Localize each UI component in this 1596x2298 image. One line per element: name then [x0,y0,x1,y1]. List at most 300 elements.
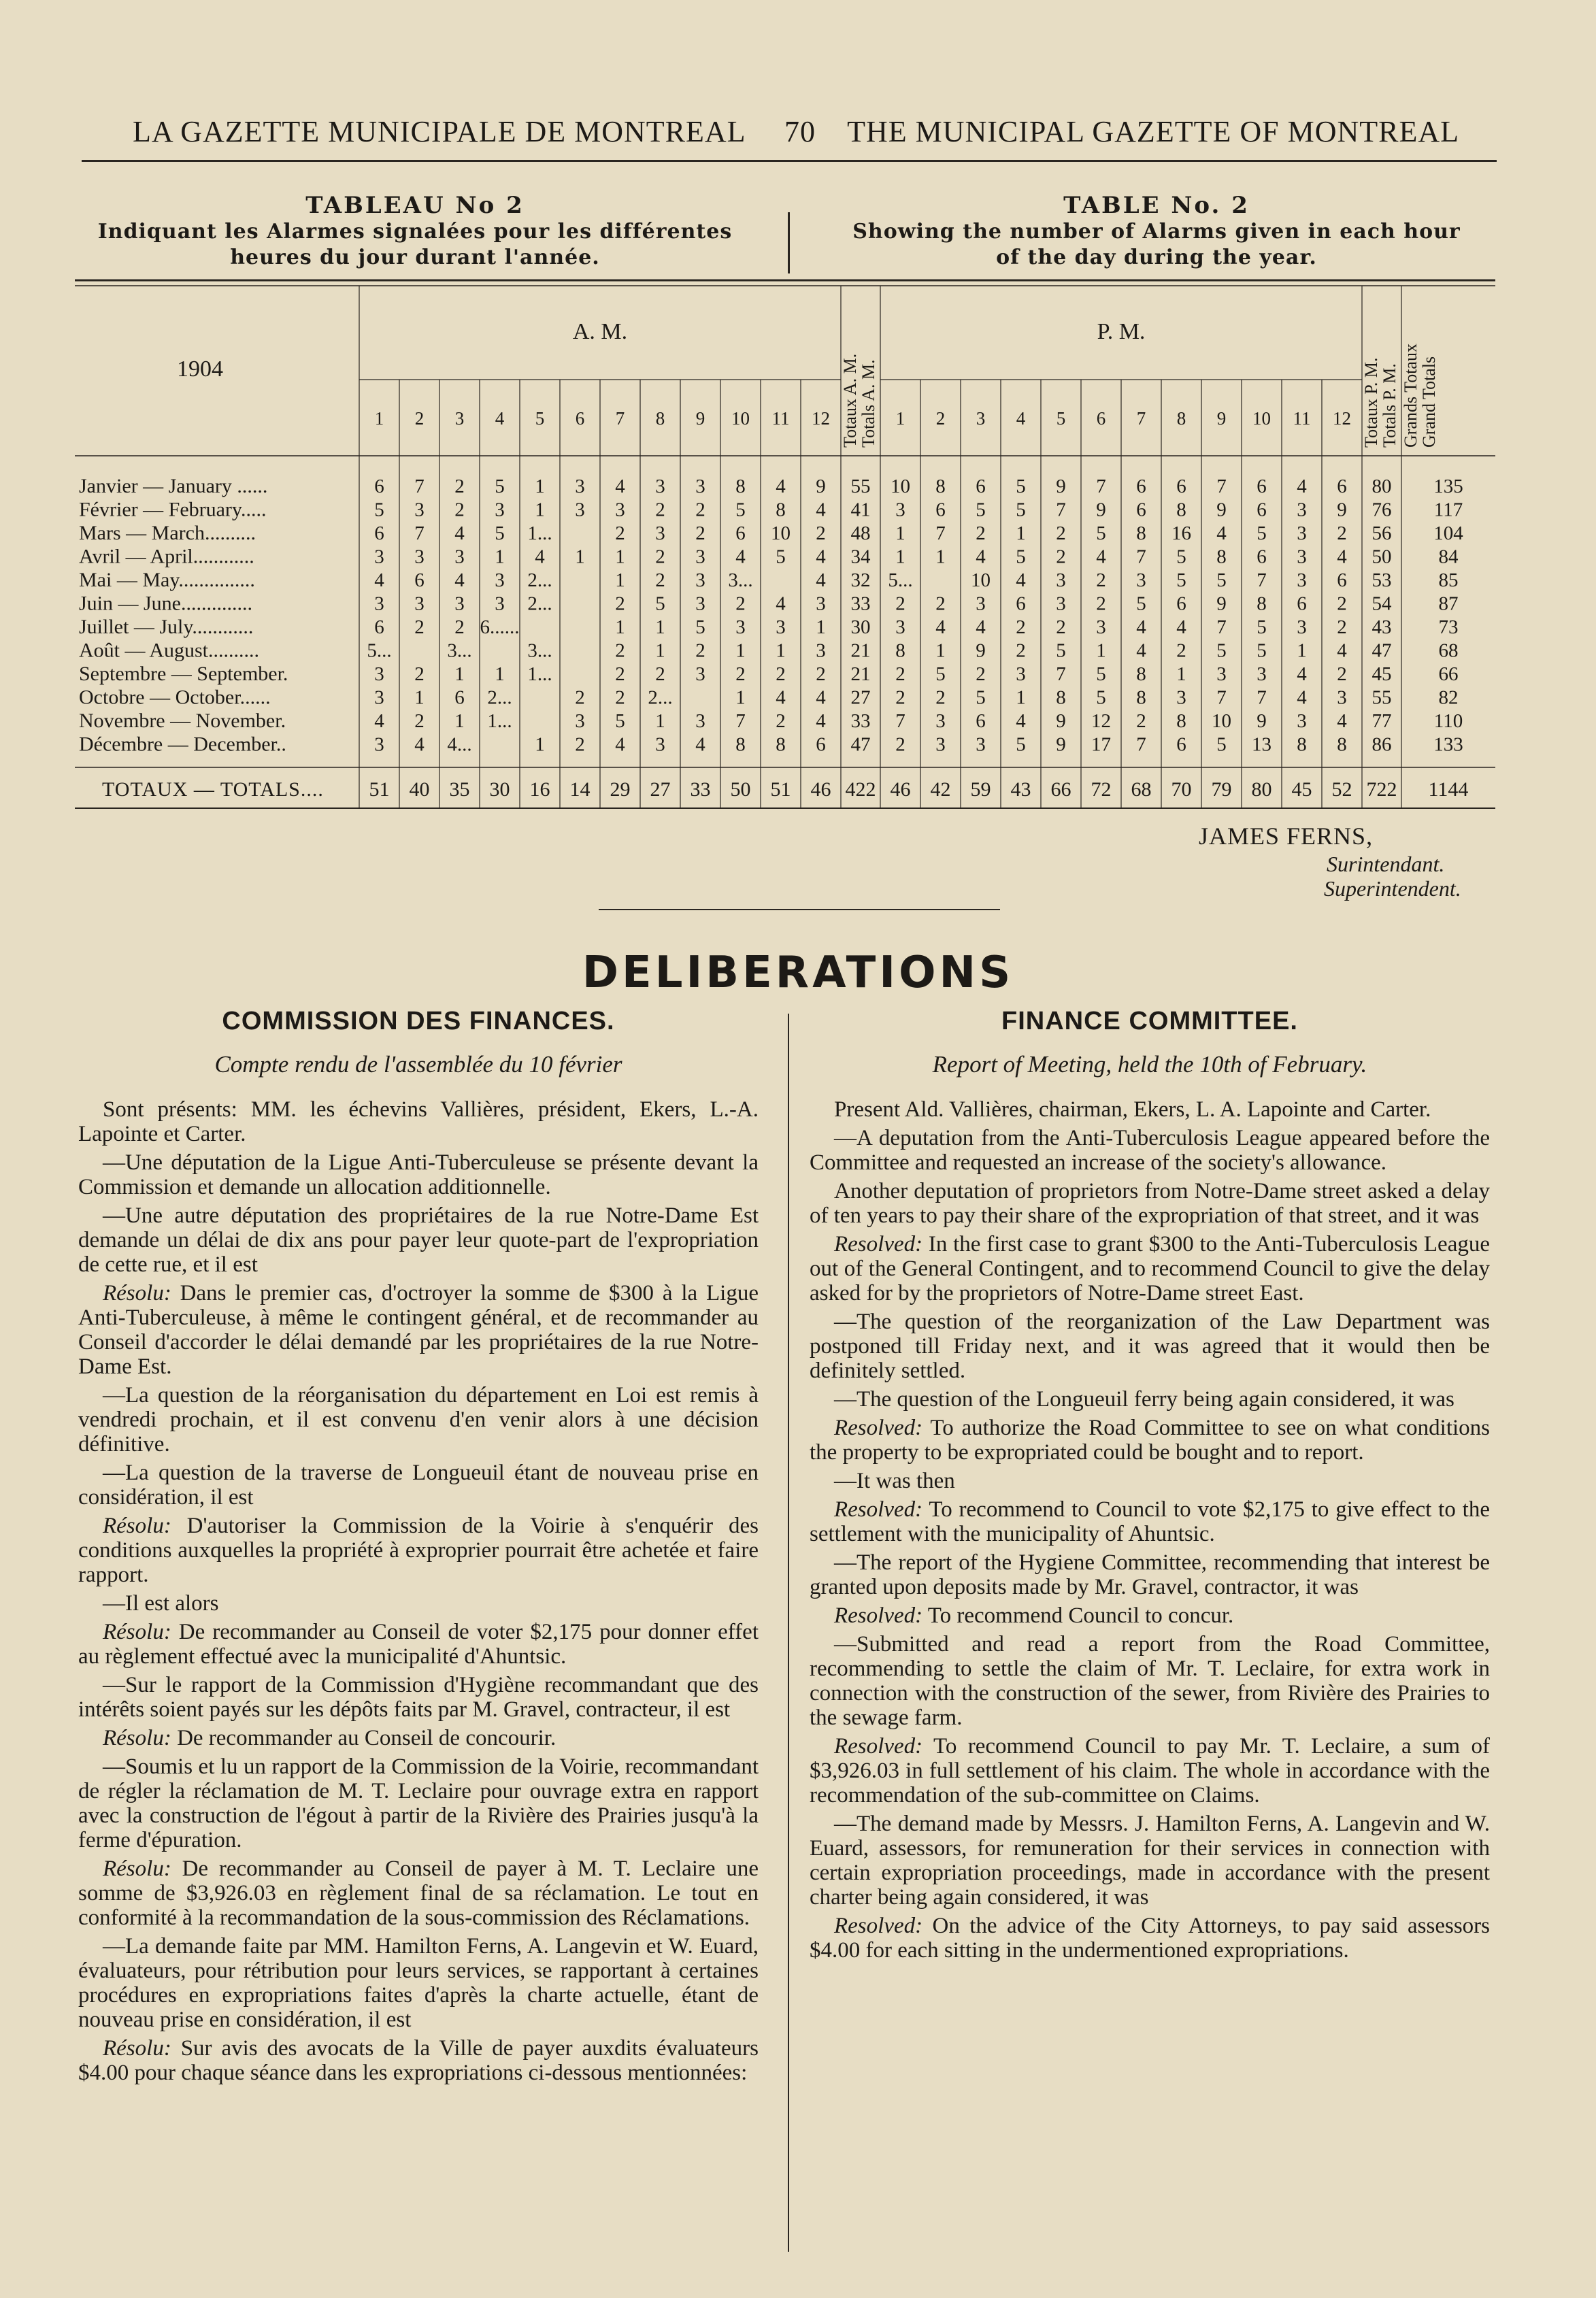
english-paragraph [810,1812,1490,1910]
am-totals-cell: 50 [730,778,751,801]
pm-cell: 3 [895,499,905,521]
am-cell: 2 [816,522,826,544]
am-cell: 1 [535,499,545,521]
hour-header-pm: 10 [1252,408,1271,429]
paragraph-text: —Il est alors [103,1591,219,1616]
french-subheading: Compte rendu de l'assemblée du 10 février [214,1051,622,1078]
pm-cell: 1 [895,546,905,568]
am-cell: 1 [454,663,465,685]
pm-cell: 9 [1216,499,1227,521]
pm-cell: 5 [1216,639,1227,662]
paragraph-text: —La question de la traverse de Longueuil étant de nouveau prise en considération, il est [78,1461,759,1510]
pm-total-cell: 77 [1371,710,1392,732]
pm-cell: 3 [976,733,986,756]
section-rule [599,909,1000,910]
pm-cell: 5 [1096,522,1106,544]
pm-cell: 6 [1176,733,1186,756]
pm-cell: 2 [1056,546,1066,568]
section-title: DELIBERATIONS [582,948,1014,998]
pm-cell: 2 [1337,522,1347,544]
english-paragraph [810,1550,1490,1599]
pm-cell: 1 [1016,686,1026,709]
month-label: Octobre — October...... [79,686,271,709]
pm-cell: 3 [935,710,946,732]
paragraph-text: —Une députation de la Ligue Anti-Tuberculeuse se présente devant la Commission et demande un allocation additionnelle. [78,1150,759,1199]
pm-cell: 6 [1136,476,1146,497]
pm-cell: 4 [1176,616,1186,638]
pm-cell: 4 [1016,569,1026,591]
am-cell: 4 [816,710,826,732]
paragraph-text: —La demande faite par MM. Hamilton Ferns, A. Langevin et W. Euard, évaluateurs, pour rétribution pour leurs services, se rapportant à certaines procédures en expropriations faites d'après la charte actuelle, étant de nouveau prise en considération, il est [78,1934,759,2032]
pm-cell: 6 [1016,593,1026,615]
english-paragraph [810,1097,1490,1122]
am-cell: 6 [816,733,826,756]
grand-total-cell: 68 [1438,639,1459,662]
paragraph-text: —It was then [834,1469,955,1493]
totals-am-header: Totaux A. M. [840,353,860,448]
month-label: Mai — May............... [79,569,255,591]
resolution-label: Résolu: [103,1726,171,1750]
english-paragraph [810,1632,1490,1730]
pm-cell: 5 [1016,546,1026,568]
pm-cell: 4 [1096,546,1106,568]
pm-cell: 6 [1257,476,1267,497]
month-label: Avril — April............ [79,545,254,568]
pm-total-cell: 56 [1371,522,1392,544]
title-divider [788,212,790,273]
pm-cell: 8 [1176,499,1186,521]
pm-cell: 6 [1297,593,1307,615]
am-cell: 5... [367,639,392,662]
table-caption-en-line2: of the day during the year. [996,246,1317,269]
grand-total-cell: 133 [1433,733,1463,756]
am-cell: 1 [655,710,665,732]
am-cell: 2... [527,593,552,615]
pm-cell: 3 [1297,499,1307,521]
grand-total-cell: 82 [1438,686,1459,709]
am-cell: 4 [374,569,384,591]
pm-cell: 7 [1216,686,1227,709]
am-cell: 1 [735,686,746,709]
english-paragraph [810,1734,1490,1808]
hour-header-pm: 2 [935,408,946,429]
am-cell: 1 [615,569,625,591]
pm-cell: 4 [1136,639,1146,662]
table-caption-fr-line2: heures du jour durant l'année. [230,246,600,269]
pm-total-cell: 76 [1371,499,1392,521]
pm-cell: 4 [1337,639,1347,662]
paragraph-text: Dans le premier cas, d'octroyer la somme de $300 à la Ligue Anti-Tuberculeuse, à même le contingent général, et de recommander au Conseil d'accorder le délai demandé par les propriétaires de la rue Notre-Dame Est. [78,1281,759,1379]
am-totals-cell: 27 [650,778,671,801]
am-cell: 3 [695,476,705,497]
am-cell: 2 [655,546,665,568]
pm-cell: 2 [895,593,905,615]
am-cell: 5 [776,546,786,568]
am-totals-cell: 35 [449,778,470,801]
am-cell: 6 [454,686,465,709]
am-totals-cell: 46 [810,778,831,801]
am-cell: 3 [655,476,665,497]
am-total-cell: 33 [850,710,871,732]
am-cell: 3 [655,522,665,544]
pm-cell: 9 [1216,593,1227,615]
month-label: Juin — June.............. [79,592,252,615]
pm-cell: 9 [1257,710,1267,732]
am-total-cell: 55 [850,476,871,497]
hour-header-am: 6 [575,408,585,429]
pm-cell: 3 [1297,546,1307,568]
english-paragraph [810,1416,1490,1465]
pm-total-cell: 86 [1371,733,1392,756]
am-cell: 8 [735,733,746,756]
french-paragraph [78,1673,759,1722]
am-cell: 4 [816,569,826,591]
french-paragraph [78,1203,759,1277]
am-cell: 3 [414,593,425,615]
pm-cell: 7 [1136,733,1146,756]
paragraph-text: In the first case to grant $300 to the Anti-Tuberculosis League out of the General Contingent, and to recommend Council to give the delay asked for by the proprietors of Notre-Dame street East. [810,1232,1490,1305]
am-cell: 4 [816,499,826,521]
am-cell: 2 [414,710,425,732]
french-paragraph [78,1514,759,1587]
header-title-en: THE MUNICIPAL GAZETTE OF MONTREAL [847,115,1459,148]
pm-cell: 3 [1297,569,1307,591]
am-cell: 7 [414,476,425,497]
pm-cell: 7 [1257,569,1267,591]
pm-cell: 7 [1216,616,1227,638]
pm-cell: 8 [1337,733,1347,756]
pm-cell: 3 [1176,686,1186,709]
pm-cell: 7 [1096,476,1106,497]
am-cell: 2 [695,639,705,662]
am-cell: 1... [527,663,552,685]
am-cell: 2 [454,499,465,521]
paragraph-text: —Soumis et lu un rapport de la Commission de la Voirie, recommandant de régler la réclamation de M. T. Leclaire pour ouvrage extra en rapport avec la construction de l'égout à partir de la Rivière des Prairies jusqu'à la ferme d'épuration. [78,1754,759,1852]
am-cell: 1 [535,733,545,756]
am-cell: 3 [454,593,465,615]
month-label: Janvier — January ...... [79,475,268,497]
hour-header-am: 1 [374,408,384,429]
french-paragraph [78,2036,759,2085]
pm-cell: 6 [1337,569,1347,591]
resolution-label: Résolu: [103,1620,171,1644]
pm-cell: 17 [1091,733,1111,756]
paragraph-text: De recommander au Conseil de concourir. [171,1726,556,1750]
pm-cell: 2 [1337,663,1347,685]
hour-header-pm: 8 [1176,408,1186,429]
am-totals-cell: 30 [489,778,510,801]
am-cell: 4 [454,522,465,544]
am-cell: 8 [735,476,746,497]
hour-header-pm: 12 [1333,408,1351,429]
pm-cell: 5 [976,686,986,709]
am-cell: 2 [414,616,425,638]
pm-total-cell: 43 [1371,616,1392,638]
pm-cell: 6 [1176,476,1186,497]
am-total-cell: 21 [850,639,871,662]
grand-total-cell: 73 [1438,616,1459,638]
pm-cell: 9 [1056,733,1066,756]
table-number-fr: TABLEAU No 2 [305,192,525,219]
english-paragraph [810,1310,1490,1383]
pm-cell: 1 [1297,639,1307,662]
pm-cell: 3 [1136,569,1146,591]
pm-cell: 4 [1337,546,1347,568]
totals-am-header: Totals A. M. [859,359,878,448]
am-cell: 3 [695,663,705,685]
alarms-table [75,278,1495,827]
am-cell: 8 [776,499,786,521]
pm-cell: 3 [1056,569,1066,591]
pm-cell: 8 [1136,522,1146,544]
am-cell: 2... [648,686,673,709]
am-total-cell: 32 [850,569,871,591]
alarms-table-grid [75,278,1495,827]
english-paragraph [810,1387,1490,1412]
month-label: Février — February..... [79,498,267,521]
am-cell: 2 [735,593,746,615]
pm-totals-cell: 42 [930,778,951,801]
am-cell: 4 [776,686,786,709]
english-heading: FINANCE COMMITTEE. [1001,1007,1298,1035]
am-cell: 4 [816,546,826,568]
pm-cell: 4 [1297,663,1307,685]
hour-header-am: 3 [454,408,465,429]
french-heading: COMMISSION DES FINANCES. [222,1007,615,1035]
am-cell: 5 [374,499,384,521]
pm-totals-cell: 66 [1050,778,1071,801]
pm-cell: 8 [935,476,946,497]
am-cell: 2 [655,499,665,521]
am-cell: 2 [454,616,465,638]
am-total-cell: 34 [850,546,871,568]
pm-cell: 3 [976,593,986,615]
am-cell: 2 [454,476,465,497]
am-totals-cell: 51 [369,778,390,801]
am-cell: 3... [728,569,753,591]
am-totals-cell: 33 [690,778,711,801]
month-label: Août — August.......... [79,639,260,662]
resolution-label: Résolu: [103,1856,171,1881]
grand-total-cell: 84 [1438,546,1459,568]
paragraph-text: Sur avis des avocats de la Ville de payer auxdits évaluateurs $4.00 pour chaque séance dans les expropriations ci-dessous mentionnées: [78,2036,759,2085]
hour-header-am: 2 [414,408,425,429]
pm-cell: 7 [1216,476,1227,497]
am-cell: 3 [414,546,425,568]
french-column [78,1007,759,2089]
month-label: Juillet — July............ [79,616,254,638]
am-cell: 3 [575,499,585,521]
am-cell: 5 [495,476,505,497]
am-cell: 3 [615,499,625,521]
pm-cell: 4 [1297,476,1307,497]
signature-title-fr: Surintendant. [1327,852,1445,876]
pm-cell: 8 [1136,663,1146,685]
signature-name: JAMES FERNS, [1199,822,1374,850]
english-paragraph [810,1914,1490,1963]
pm-cell: 3 [1016,663,1026,685]
pm-cell: 5 [1216,569,1227,591]
french-paragraph [78,1150,759,1199]
table-caption-en-line1: Showing the number of Alarms given in each hour [852,220,1461,244]
pm-totals-cell: 46 [890,778,911,801]
english-paragraph [810,1603,1490,1628]
am-cell: 4 [454,569,465,591]
month-label: Décembre — December.. [79,733,286,756]
pm-cell: 6 [976,710,986,732]
totals-label: TOTAUX — TOTALS.... [102,778,324,801]
english-paragraph [810,1232,1490,1305]
am-cell: 3 [495,569,505,591]
english-column [810,1007,1490,1967]
resolution-label: Resolved: [834,1416,923,1440]
pm-cell: 4 [1016,710,1026,732]
am-cell: 1 [535,476,545,497]
am-cell: 3 [374,663,384,685]
pm-cell: 3 [1257,663,1267,685]
am-cell: 4 [735,546,746,568]
pm-cell: 7 [1056,663,1066,685]
am-total-cell: 21 [850,663,871,685]
hour-header-pm: 11 [1293,408,1311,429]
pm-cell: 2 [1056,522,1066,544]
hour-header-am: 8 [655,408,665,429]
am-cell: 4 [776,593,786,615]
pm-cell: 2 [895,733,905,756]
resolution-label: Resolved: [834,1734,923,1759]
am-total-cell: 47 [850,733,871,756]
pm-cell: 6 [976,476,986,497]
french-paragraph [78,1281,759,1379]
totals-pm-header: Totals P. M. [1380,363,1399,448]
resolution-label: Resolved: [834,1914,923,1938]
pm-cell: 2 [1176,639,1186,662]
resolution-label: Résolu: [103,1514,171,1538]
am-cell: 3 [454,546,465,568]
am-total-cell: 33 [850,593,871,615]
paragraph-text: On the advice of the City Attorneys, to pay said assessors $4.00 for each sitting in the undermentioned expropriations. [810,1914,1490,1963]
am-cell: 1 [816,616,826,638]
pm-cell: 6 [935,499,946,521]
am-cell: 8 [776,733,786,756]
pm-totals-cell: 59 [970,778,991,801]
pm-cell: 6 [1257,499,1267,521]
pm-cell: 6 [1337,476,1347,497]
pm-cell: 2 [1096,569,1106,591]
pm-total-cell: 80 [1371,476,1392,497]
english-paragraph [810,1469,1490,1493]
am-cell: 3 [414,499,425,521]
am-cell: 4 [695,733,705,756]
am-total-cell: 27 [850,686,871,709]
grand-totals-header: Grands Totaux [1401,344,1420,448]
pm-cell: 8 [895,639,905,662]
paragraph-text: —Une autre députation des propriétaires de la rue Notre-Dame Est demande un délai de dix ans pour payer leur quote-part de l'expropriation de cette rue, et il est [78,1203,759,1277]
pm-total-cell: 50 [1371,546,1392,568]
paragraph-text: Sont présents: MM. les échevins Vallières, président, Ekers, L.-A. Lapointe et Carter. [78,1097,759,1146]
pm-totals-cell: 43 [1010,778,1031,801]
pm-cell: 3 [1216,663,1227,685]
hour-header-am: 12 [812,408,830,429]
pm-cell: 5 [1056,639,1066,662]
pm-cell: 5... [888,569,913,591]
page-number: 70 [784,115,816,148]
french-paragraph [78,1934,759,2032]
running-header [133,114,1459,155]
am-cell: 2 [615,593,625,615]
pm-cell: 4 [1136,616,1146,638]
paragraph-text: D'autoriser la Commission de la Voirie à s'enquérir des conditions auxquelles la propriété à exproprier pourrait être achetée et faire rapport. [78,1514,759,1587]
am-cell: 2 [615,639,625,662]
pm-cell: 8 [1297,733,1307,756]
month-label: Novembre — November. [79,710,286,732]
month-label: Septembre — September. [79,663,288,685]
am-totals-cell: 14 [569,778,591,801]
french-paragraph [78,1383,759,1456]
pm-cell: 2 [1096,593,1106,615]
am-totals-cell: 51 [770,778,791,801]
pm-cell: 7 [895,710,905,732]
paragraph-text: —Sur le rapport de la Commission d'Hygiène recommandant que des intérêts soient payés sur les dépôts faits par M. Gravel, contracteur, il est [78,1673,759,1722]
pm-cell: 6 [1136,499,1146,521]
pm-cell: 3 [1297,710,1307,732]
pm-cell: 3 [935,733,946,756]
am-cell: 3 [695,710,705,732]
hour-header-am: 9 [695,408,705,429]
am-cell: 3 [695,569,705,591]
table-caption-fr-line1: Indiquant les Alarmes signalées pour les différentes [97,220,733,244]
pm-cell: 5 [1257,522,1267,544]
pm-cell: 5 [1016,476,1026,497]
pm-total-cell: 55 [1371,686,1392,709]
pm-cell: 6 [1257,546,1267,568]
am-totals-cell: 29 [610,778,631,801]
pm-cell: 9 [1056,710,1066,732]
am-cell: 3 [575,710,585,732]
pm-cell: 9 [1056,476,1066,497]
pm-totals-cell: 70 [1171,778,1192,801]
pm-total-cell: 53 [1371,569,1392,591]
pm-cell: 5 [1176,569,1186,591]
pm-cell: 4 [976,546,986,568]
am-grand-cell: 422 [845,778,876,801]
pm-cell: 2 [1136,710,1146,732]
french-paragraph [78,1591,759,1616]
pm-cell: 16 [1171,522,1191,544]
pm-cell: 3 [1337,686,1347,709]
am-cell: 6 [374,616,384,638]
am-total-cell: 48 [850,522,871,544]
pm-cell: 2 [935,686,946,709]
am-cell: 6 [374,522,384,544]
am-cell: 3 [495,499,505,521]
am-cell: 1 [414,686,425,709]
am-cell: 4 [414,733,425,756]
grand-total-cell: 110 [1433,710,1463,732]
grand-total-cell: 66 [1438,663,1459,685]
pm-cell: 12 [1091,710,1111,732]
pm-cell: 10 [891,476,910,497]
am-cell: 2 [615,522,625,544]
pm-cell: 2 [1016,616,1026,638]
pm-cell: 3 [1096,616,1106,638]
am-cell: 2 [575,686,585,709]
english-subheading: Report of Meeting, held the 10th of February. [932,1051,1367,1078]
am-cell: 6 [414,569,425,591]
pm-cell: 9 [1337,499,1347,521]
pm-cell: 2 [1337,593,1347,615]
pm-cell: 7 [1136,546,1146,568]
